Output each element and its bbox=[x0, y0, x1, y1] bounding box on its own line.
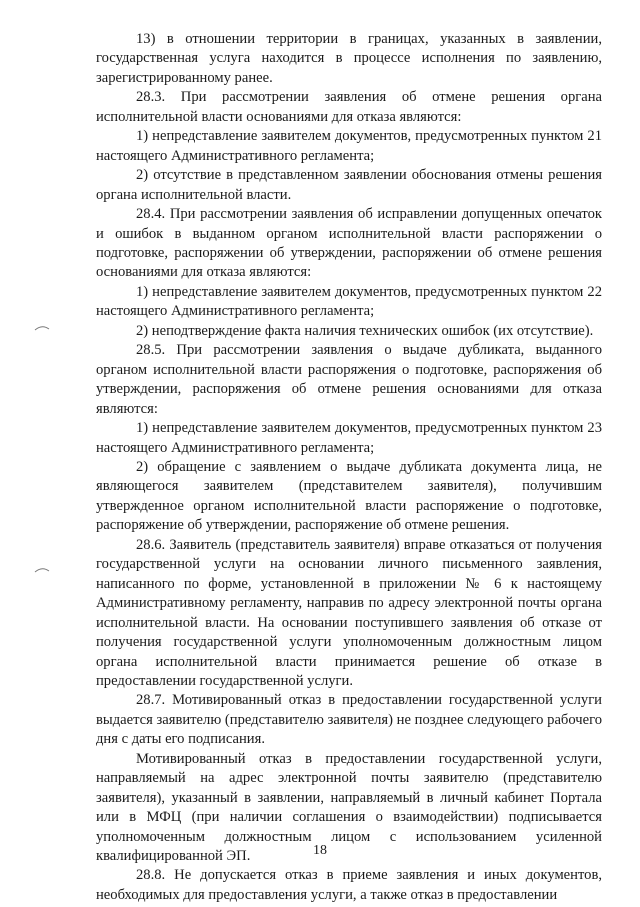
paragraph: 2) обращение с заявлением о выдаче дубликата документа лица, не являющегося заявителем (представителем заявителя), получившим утвержденное органом исполнительной власти распоряжение о подготовке, распоряжение об утверждении, распоряжение об отмене решения. bbox=[96, 458, 602, 534]
paragraph: 28.8. Не допускается отказ в приеме заявления и иных документов, необходимых для предоставления услуги, а также отказ в предоставлении bbox=[96, 867, 602, 903]
paragraph: 28.5. При рассмотрении заявления о выдаче дубликата, выданного органом исполнительной власти распоряжения о подготовке, распоряжения об утверждении, распоряжения об отмене решения основаниями для отказа являются: bbox=[96, 342, 602, 417]
document-body bbox=[96, 30, 602, 905]
margin-mark bbox=[34, 566, 50, 574]
paragraph: 28.6. Заявитель (представитель заявителя) вправе отказаться от получения государственной услуги на основании личного письменного заявления, написанного по форме, установленной в приложении № 6 к настоящему Административному регламенту, направив по адресу электронной почты органа исполнительной власти. На основании поступившего заявления об отказе от получения государственной услуги уполномоченным должностным лицом органа исполнительной власти принимается решение об отказе в предоставлении государственной услуги. bbox=[96, 536, 602, 689]
paragraph: 1) непредставление заявителем документов, предусмотренных пунктом 23 настоящего Административного регламента; bbox=[96, 420, 602, 456]
margin-mark bbox=[34, 324, 50, 332]
paragraph: 1) непредставление заявителем документов, предусмотренных пунктом 21 настоящего Административного регламента; bbox=[96, 128, 602, 164]
paragraph: Мотивированный отказ в предоставлении государственной услуги, направляемый на адрес электронной почты заявителю (представителю заявителя), указанный в заявлении, направляемый в личный кабинет Портала или в МФЦ (при наличии соглашения о взаимодействии) подписывается уполномоченным должностным лицом с использованием усиленной квалифицированной ЭП. bbox=[96, 750, 602, 865]
paragraph: 28.7. Мотивированный отказ в предоставлении государственной услуги выдается заявителю (представителю заявителя) не позднее следующего рабочего дня с даты его подписания. bbox=[96, 692, 602, 748]
paragraph: 1) непредставление заявителем документов, предусмотренных пунктом 22 настоящего Административного регламента; bbox=[96, 283, 602, 320]
paragraph: 13) в отношении территории в границах, указанных в заявлении, государственная услуга находится в процессе исполнения по заявлению, зарегистрированному ранее. bbox=[96, 31, 602, 86]
paragraph: 2) неподтверждение факта наличия технических ошибок (их отсутствие). bbox=[136, 322, 594, 339]
paragraph: 28.4. При рассмотрении заявления об исправлении допущенных опечаток и ошибок в выданном органом исполнительной власти распоряжении о подготовке, распоряжении об утверждении, распоряжении об отмене решения основаниями для отказа являются: bbox=[96, 206, 602, 281]
paragraph: 28.3. При рассмотрении заявления об отмене решения органа исполнительной власти основаниями для отказа являются: bbox=[96, 89, 602, 125]
page-number: 18 bbox=[313, 843, 327, 858]
paragraph: 2) отсутствие в представленном заявлении обоснования отмены решения органа исполнительной власти. bbox=[96, 167, 602, 203]
